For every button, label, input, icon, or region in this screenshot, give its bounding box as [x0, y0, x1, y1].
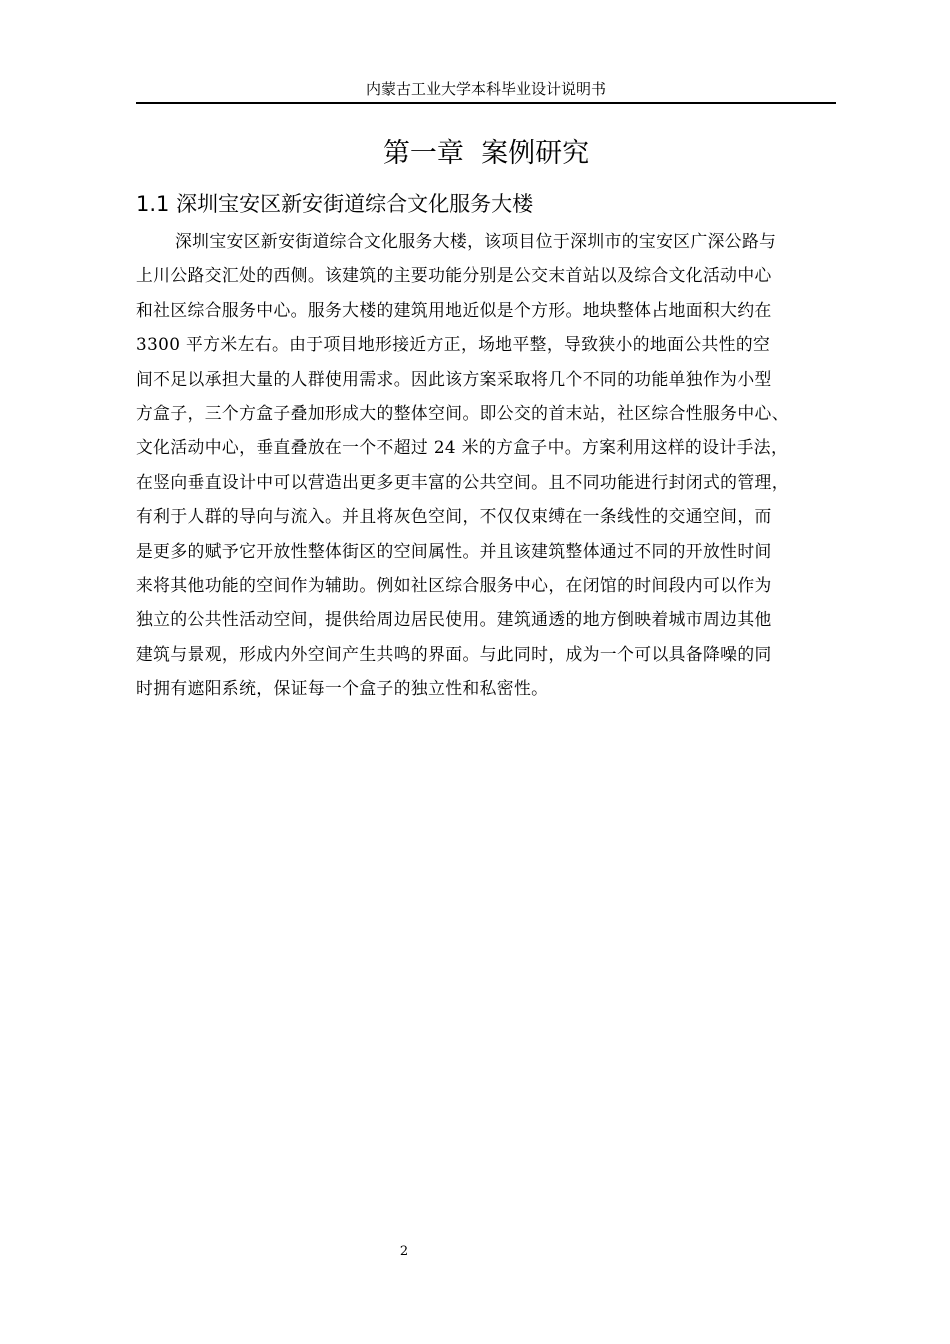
paragraph-line: 间不足以承担大量的人群使用需求。因此该方案采取将几个不同的功能单独作为小型 — [136, 368, 772, 389]
page-number: 2 — [399, 1244, 409, 1259]
paragraph-line: 方盒子，三个方盒子叠加形成大的整体空间。即公交的首末站，社区综合性服务中心、 — [136, 402, 789, 423]
paragraph-line: 3300 平方米左右。由于项目地形接近方正，场地平整，导致狭小的地面公共性的空 — [136, 334, 771, 355]
paragraph-line: 有利于人群的导向与流入。并且将灰色空间，不仅仅束缚在一条线性的交通空间，而 — [136, 506, 772, 527]
paragraph-line: 来将其他功能的空间作为辅助。例如社区综合服务中心，在闭馆的时间段内可以作为 — [136, 574, 772, 595]
paragraph-line: 深圳宝安区新安街道综合文化服务大楼，该项目位于深圳市的宝安区广深公路与 — [175, 231, 777, 251]
paragraph-line: 在竖向垂直设计中可以营造出更多更丰富的公共空间。且不同功能进行封闭式的管理， — [136, 471, 789, 492]
body-paragraph — [136, 224, 838, 705]
page-header: 内蒙古工业大学本科毕业设计说明书 — [365, 80, 606, 98]
paragraph-line: 是更多的赋予它开放性整体街区的空间属性。并且该建筑整体通过不同的开放性时间 — [136, 540, 772, 561]
paragraph-line: 上川公路交汇处的西侧。该建筑的主要功能分别是公交末首站以及综合文化活动中心 — [136, 265, 772, 286]
paragraph-line: 文化活动中心，垂直叠放在一个不超过 24 米的方盒子中。方案利用这样的设计手法， — [136, 437, 789, 458]
paragraph-line: 建筑与景观，形成内外空间产生共鸣的界面。与此同时，成为一个可以具备降噪的同 — [136, 643, 772, 664]
paragraph-line: 时拥有遮阳系统，保证每一个盒子的独立性和私密性。 — [136, 678, 549, 699]
section-heading: 1.1 深圳宝安区新安街道综合文化服务大楼 — [136, 192, 534, 216]
header-divider — [136, 102, 836, 104]
paragraph-line: 独立的公共性活动空间，提供给周边居民使用。建筑通透的地方倒映着城市周边其他 — [136, 609, 772, 630]
chapter-title: 第一章 案例研究 — [382, 138, 590, 169]
paragraph-line: 和社区综合服务中心。服务大楼的建筑用地近似是个方形。地块整体占地面积大约在 — [136, 299, 772, 320]
